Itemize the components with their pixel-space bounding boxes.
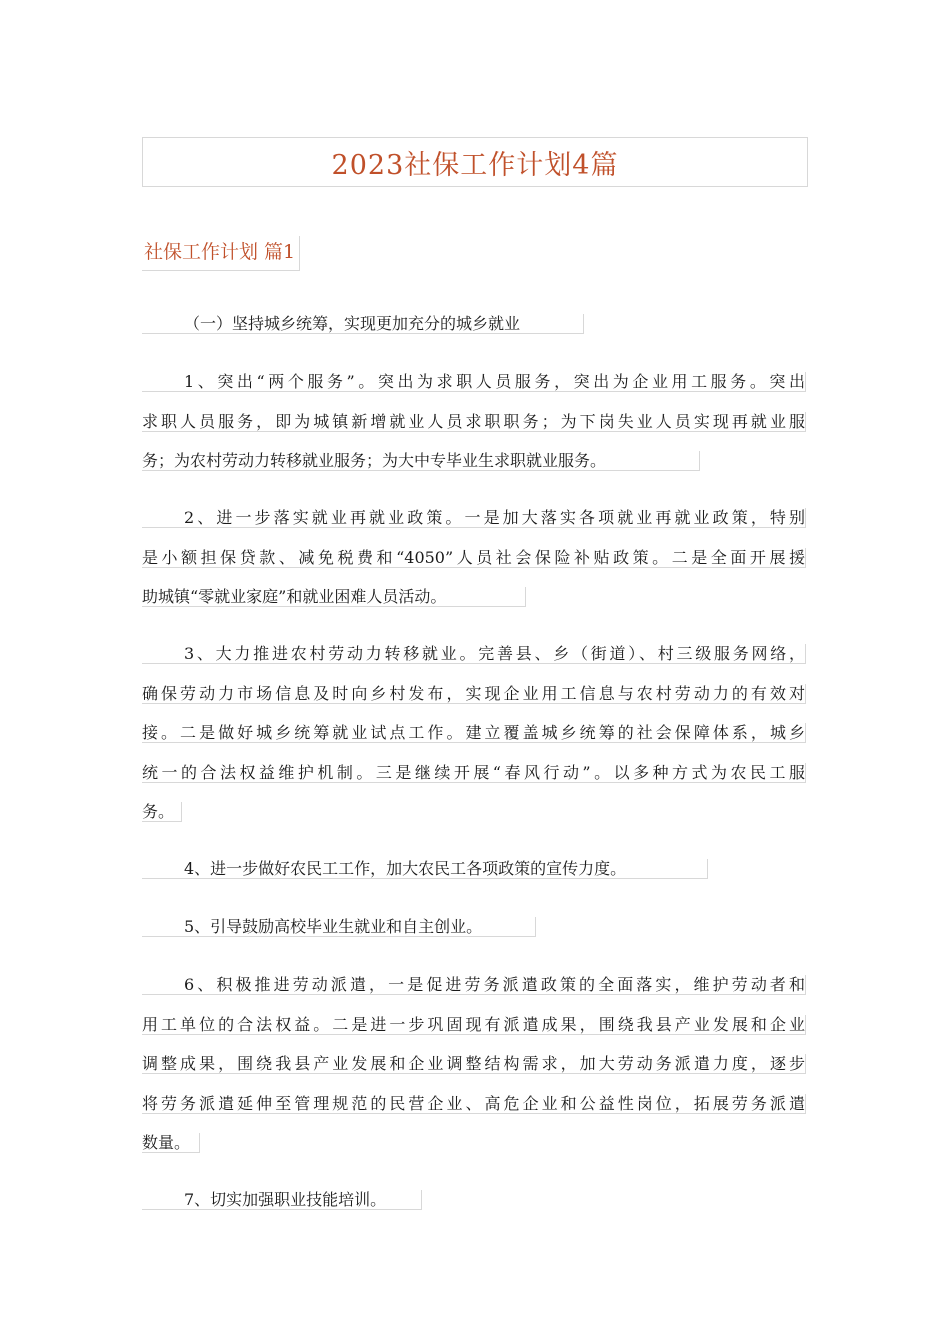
paragraph-3	[142, 644, 806, 842]
paragraph-line: 用工单位的合法权益。二是进一步巩固现有派遣成果，围绕我县产业发展和企业	[142, 1014, 805, 1034]
title-box	[142, 137, 808, 187]
paragraph-line: 7、切实加强职业技能培训。	[142, 1190, 422, 1210]
paragraph-1	[142, 372, 806, 491]
paragraph-6	[142, 975, 806, 1173]
paragraph-2	[142, 508, 806, 627]
paragraph-4	[142, 859, 806, 899]
paragraph-line: 求职人员服务，即为城镇新增就业人员求职职务；为下岗失业人员实现再就业服	[142, 411, 805, 431]
paragraph-line: 助城镇“零就业家庭”和就业困难人员活动。	[142, 587, 526, 607]
paragraph-line: 确保劳动力市场信息及时向乡村发布，实现企业用工信息与农村劳动力的有效对	[142, 683, 805, 703]
paragraph-line: 4、进一步做好农民工工作，加大农民工各项政策的宣传力度。	[142, 859, 708, 879]
paragraph-line: 5、引导鼓励高校毕业生就业和自主创业。	[142, 917, 536, 937]
paragraph-line: 6、积极推进劳动派遣，一是促进劳务派遣政策的全面落实，维护劳动者和	[142, 975, 806, 995]
document-title: 2023社保工作计划4篇	[331, 149, 619, 181]
paragraph-line: 统一的合法权益维护机制。三是继续开展“春风行动”。以多种方式为农民工服	[142, 762, 805, 782]
paragraph-line: 1、突出“两个服务”。突出为求职人员服务，突出为企业用工服务。突出	[142, 372, 806, 392]
section-heading: 社保工作计划 篇1	[142, 236, 300, 271]
paragraph-line: 2、进一步落实就业再就业政策。一是加大落实各项就业再就业政策，特别	[142, 508, 806, 528]
paragraph-line: 接。二是做好城乡统筹就业试点工作。建立覆盖城乡统筹的社会保障体系，城乡	[142, 723, 805, 742]
paragraph-line: （一）坚持城乡统筹，实现更加充分的城乡就业	[142, 314, 584, 334]
paragraph-sub-heading	[142, 314, 806, 354]
paragraph-line: 务。	[142, 802, 182, 822]
paragraph-5	[142, 917, 806, 957]
paragraph-7	[142, 1190, 806, 1230]
paragraph-line: 务；为农村劳动力转移就业服务；为大中专毕业生求职就业服务。	[142, 451, 700, 471]
paragraph-line: 将劳务派遣延伸至管理规范的民营企业、高危企业和公益性岗位，拓展劳务派遣	[142, 1093, 805, 1113]
paragraph-line: 数量。	[142, 1133, 200, 1153]
paragraph-line: 调整成果，围绕我县产业发展和企业调整结构需求，加大劳动务派遣力度，逐步	[142, 1054, 805, 1073]
paragraph-line: 是小额担保贷款、减免税费和“4050”人员社会保险补贴政策。二是全面开展援	[142, 547, 805, 567]
paragraph-line: 3、大力推进农村劳动力转移就业。完善县、乡（街道）、村三级服务网络，	[142, 644, 806, 664]
